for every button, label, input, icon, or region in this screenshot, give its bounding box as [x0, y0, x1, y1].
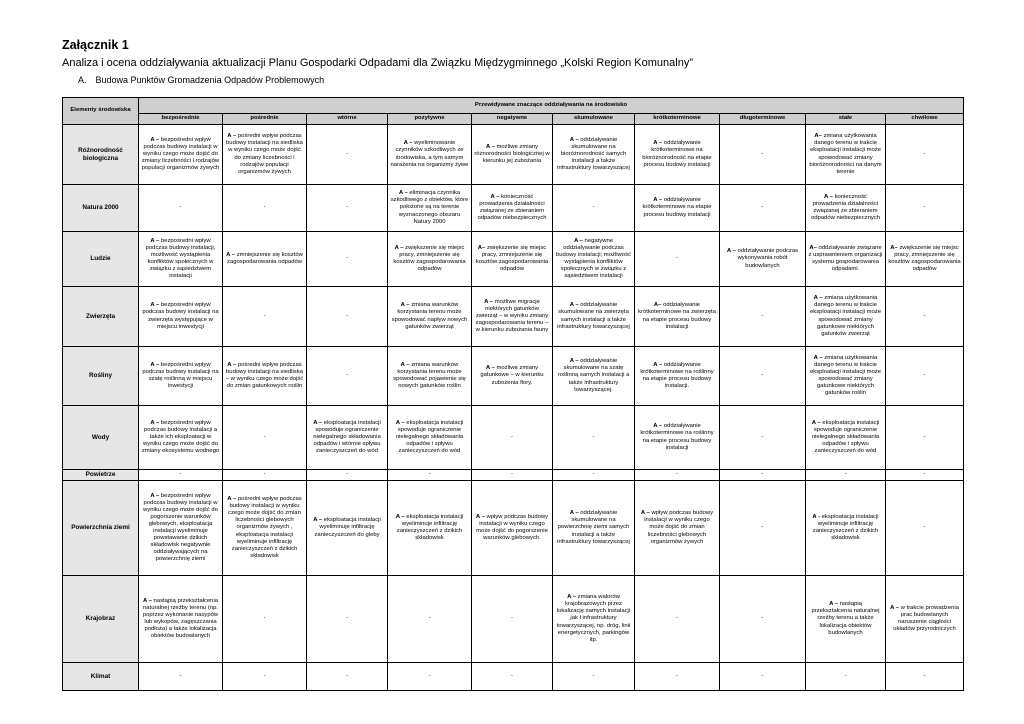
- impact-cell: [806, 185, 886, 232]
- impact-text: -: [511, 672, 513, 679]
- impact-text: możliwe zmiany różnorodności biologicznej w kierunku jej zubożania: [474, 143, 550, 165]
- impact-lead: A –: [475, 513, 485, 520]
- impact-cell: [139, 347, 223, 406]
- impact-cell: [635, 481, 720, 576]
- impact-lead: A –: [227, 361, 237, 368]
- impact-lead: A –: [400, 361, 410, 368]
- impact-cell: [223, 481, 307, 576]
- table-row: [63, 576, 964, 663]
- impact-text: oddziaływanie krótkoterminowe na etapie procesu budowy instalacji: [642, 197, 712, 218]
- impact-lead: A –: [640, 510, 650, 517]
- impact-cell: [886, 232, 964, 287]
- impact-text: oddziaływanie skumulowane na bioróżnorodność samych instalacji a także infrastruktury towarzyszącej: [557, 136, 630, 172]
- column-header: bezpośrednie: [139, 114, 223, 125]
- impact-text: oddziaływanie krótkoterminowe na roślinny na etapie procesu budowy instalacji.: [640, 361, 714, 390]
- impact-cell: [223, 287, 307, 347]
- impact-text: konieczność prowadzenia działalności związanej ze zbieraniem odpadów niebezpiecznych: [810, 193, 881, 222]
- impact-cell: [553, 481, 635, 576]
- impact-cell: [139, 481, 223, 576]
- impact-text: -: [923, 150, 926, 157]
- table-row: [63, 232, 964, 287]
- impact-cell: [307, 663, 388, 691]
- impact-cell: [388, 185, 472, 232]
- impact-lead: A –: [485, 365, 495, 372]
- impact-cell: [388, 481, 472, 576]
- impact-text: -: [923, 372, 926, 379]
- element-label: Natura 2000: [63, 185, 139, 232]
- impact-lead: A –: [394, 244, 404, 251]
- impact-cell: [472, 470, 553, 481]
- column-header: krótkoterminowe: [635, 114, 720, 125]
- impact-cell: [806, 406, 886, 470]
- impact-lead: A –: [227, 133, 237, 140]
- impact-cell: [635, 406, 720, 470]
- impact-cell: [139, 232, 223, 287]
- impact-text: oddziaływanie krótkoterminowe na zwierzęta na etapie procesu budowy instalacji: [638, 302, 716, 330]
- impact-text: zwiększenie się miejsc pracy, zmniejszenie się kosztów zagospodarowania odpadów: [475, 244, 549, 273]
- impact-lead: A –: [227, 496, 237, 503]
- impact-cell: [223, 347, 307, 406]
- impact-cell: [472, 406, 553, 470]
- impact-text: -: [923, 312, 926, 319]
- impact-cell: [720, 576, 806, 663]
- impact-lead: A –: [150, 237, 160, 244]
- impact-text: oddziaływanie krótkoterminowe na bioróżnorodność na etapie procesu budowy instalacji: [642, 140, 712, 168]
- impact-text: oddziaływanie krótkoterminowe na roślinny na etapie procesu budowy instalacji: [640, 423, 714, 451]
- impact-lead: A –: [484, 298, 494, 305]
- element-label: Wody: [63, 406, 139, 470]
- impact-text: eksploatacja instalacji wyeliminuje infiltrację zanieczyszczeń z dzikich składowisk: [396, 513, 464, 542]
- impact-lead: A –: [398, 190, 408, 197]
- impact-lead: A –: [823, 193, 833, 200]
- impact-text: zmiana walorów krajobrazowych przez lokalizację samych instalacji jak i infrastruktury towarzyszącej, np. dróg, linii energetycznych, parkingów itp.: [556, 594, 631, 643]
- impact-text: oddziaływanie podczas wykonywania robót budowlanych: [737, 248, 799, 269]
- impact-lead: A –: [653, 140, 663, 147]
- impact-text: -: [844, 471, 847, 478]
- column-header: wtórne: [307, 114, 388, 125]
- element-label: Zwierzęta: [63, 287, 139, 347]
- impact-lead: A –: [150, 136, 160, 143]
- impact-text: bezpośredni wpływ podczas budowy instalacji a także ich eksploatacji w wyniku czego może dojść do zmiany ekosystemu wodnego: [141, 419, 220, 455]
- table-row: [63, 185, 964, 232]
- impact-cell: [806, 481, 886, 576]
- impact-text: -: [428, 471, 431, 478]
- impact-cell: [886, 663, 964, 691]
- impact-text: -: [676, 615, 678, 622]
- impact-cell: [886, 406, 964, 470]
- impact-text: oddziaływanie związane z usprawnieniem organizacji systemu gospodarowania odpadami.: [808, 244, 883, 273]
- impact-cell: [307, 470, 388, 481]
- impact-cell: [307, 287, 388, 347]
- impact-text: oddziaływanie skumulowane na powierzchnię ziemi samych instalacji a także infrastruktury towarzyszącej: [557, 510, 630, 545]
- impact-cell: [720, 185, 806, 232]
- impact-text: -: [346, 615, 348, 622]
- impact-cell: [223, 406, 307, 470]
- impact-text: pośredni wpływ podczas budowy instalacji w wyniku czego może dojść do zmian liczebności glebowych organizmów żywych , eksploatacja instalacji wyeliminuje infiltrację zanieczyszczeń z dzikich składowisk: [228, 496, 302, 559]
- table-row: [63, 663, 964, 691]
- impact-text: -: [346, 672, 348, 679]
- impact-text: -: [179, 672, 182, 679]
- impact-cell: [139, 470, 223, 481]
- impact-cell: [720, 287, 806, 347]
- impact-cell: [139, 185, 223, 232]
- impact-lead: A –: [569, 302, 579, 309]
- impact-cell: [635, 576, 720, 663]
- impact-text: bezpośredni wpływ podczas budowy instalacji w wyniku czego może dojść do zmiany liczebności i rodzajów populacji organizmów żywych: [141, 136, 220, 172]
- impact-text: -: [761, 471, 764, 478]
- impact-lead: A –: [485, 143, 495, 150]
- impact-cell: [472, 125, 553, 185]
- impact-cell: [388, 470, 472, 481]
- impact-cell: [472, 576, 553, 663]
- impact-cell: [806, 287, 886, 347]
- impact-cell: [553, 125, 635, 185]
- impact-lead: A –: [150, 302, 160, 309]
- impact-text: -: [761, 433, 764, 440]
- impact-text: -: [844, 672, 847, 679]
- impact-cell: [553, 347, 635, 406]
- impact-table: [62, 97, 964, 691]
- impact-lead: A –: [567, 594, 577, 601]
- impact-cell: [720, 347, 806, 406]
- impact-lead: A –: [569, 358, 579, 365]
- impact-cell: [720, 470, 806, 481]
- impact-lead: A–: [477, 244, 486, 251]
- impact-lead: A –: [653, 361, 663, 368]
- impact-lead: A –: [653, 423, 663, 430]
- appendix-title: Załącznik 1: [62, 38, 129, 52]
- column-header: długoterminowe: [720, 114, 806, 125]
- column-header: pośrednie: [223, 114, 307, 125]
- impact-cell: [307, 125, 388, 185]
- impact-text: -: [179, 471, 182, 478]
- impact-lead: A –: [150, 419, 160, 426]
- impact-cell: [307, 347, 388, 406]
- impact-text: wpływ podczas budowy instalacji w wyniku czego może dojść do zmian liczebności glebowych organizmów żywych: [644, 510, 714, 545]
- impact-cell: [388, 347, 472, 406]
- impacts-group-header: Przewidywane znaczące oddziaływania na środowisko: [139, 98, 964, 114]
- impact-cell: [635, 125, 720, 185]
- table-row: [63, 481, 964, 576]
- impact-lead: A –: [395, 419, 405, 426]
- impact-cell: [307, 576, 388, 663]
- column-header: negatywne: [472, 114, 553, 125]
- impact-cell: [223, 232, 307, 287]
- impact-text: -: [263, 312, 266, 319]
- impact-lead: A–: [809, 244, 817, 251]
- impact-text: -: [761, 615, 764, 622]
- impact-cell: [806, 470, 886, 481]
- impact-text: -: [263, 204, 266, 211]
- impact-lead: A –: [653, 197, 663, 204]
- impact-lead: A –: [142, 597, 152, 604]
- impact-text: -: [676, 471, 678, 478]
- impact-text: -: [761, 150, 764, 157]
- impact-text: bezpośredni wpływ podczas budowy instalacji, możliwość wystąpienia konfliktów społecznych w związku z sąsiedztwem instalacji: [145, 237, 216, 280]
- impact-text: -: [263, 471, 266, 478]
- impact-text: -: [511, 615, 513, 622]
- impact-cell: [223, 470, 307, 481]
- impact-text: eliminacja czynnika szkodliwego z obiektów, które położone są na terenie wyznaczonego obszaru Natury 2000: [390, 190, 469, 225]
- impact-cell: [223, 185, 307, 232]
- impact-text: -: [179, 204, 182, 211]
- impact-cell: [720, 232, 806, 287]
- element-label: Różnorodność biologiczna: [63, 125, 139, 185]
- impact-text: -: [346, 150, 348, 157]
- impact-cell: [307, 232, 388, 287]
- section-heading: A. Budowa Punktów Gromadzenia Odpadów Problemowych: [78, 75, 325, 85]
- impact-cell: [635, 663, 720, 691]
- impact-cell: [886, 470, 964, 481]
- table-row: [63, 125, 964, 185]
- impact-cell: [472, 232, 553, 287]
- impact-cell: [720, 481, 806, 576]
- impact-text: -: [263, 433, 266, 440]
- impact-text: -: [346, 471, 348, 478]
- impact-text: -: [592, 433, 595, 440]
- impact-cell: [388, 663, 472, 691]
- impact-text: zmiana użytkowania danego terenu w trakcie eksploatacji instalacji może spowodować zmiany gatunkowe niektórych gatunków zwierząt: [809, 295, 882, 337]
- impact-text: bezpośredni wpływ podczas budowy instalacji w wyniku czego może dojść do pogorszenie warunków glebowych, eksploatacja instalacji wyeliminuje powstawanie dzikich składowisk negatywnie oddziaływających na powierzchnię ziemi: [143, 492, 218, 563]
- impact-text: bezpośredni wpływ podczas budowy instalacji na zwierzęta występujące w miejscu inwestycji: [142, 302, 219, 330]
- impact-cell: [553, 185, 635, 232]
- impact-cell: [806, 663, 886, 691]
- impact-lead: A –: [890, 604, 900, 611]
- impact-text: -: [263, 672, 266, 679]
- impact-cell: [139, 287, 223, 347]
- element-label: Ludzie: [63, 232, 139, 287]
- impact-cell: [720, 406, 806, 470]
- impact-text: nastąpią przekształcenia naturalnej rzeźby terenu a także lokalizacja obiektów budowlanych: [811, 601, 880, 636]
- impact-text: zmiana warunków korzystania terenu może spowodować pojawienie się nowych gatunków roślin: [393, 361, 466, 390]
- impact-cell: [553, 576, 635, 663]
- impact-cell: [635, 185, 720, 232]
- element-label: Rośliny: [63, 347, 139, 406]
- impact-lead: A –: [813, 295, 823, 302]
- impact-text: -: [761, 672, 764, 679]
- impact-text: oddziaływanie skumulowane na zwierzęta samych instalacji a także infrastruktury towarzyszącej: [557, 302, 630, 330]
- impact-lead: A–: [653, 302, 662, 309]
- impact-text: bezpośredni wpływ podczas budowy instalacji na szatę roślinną w miejscu inwestycji: [142, 361, 219, 390]
- impact-lead: A –: [811, 419, 821, 426]
- impact-cell: [635, 347, 720, 406]
- element-label: Powietrze: [63, 470, 139, 481]
- impact-text: -: [346, 372, 348, 379]
- impact-cell: [635, 232, 720, 287]
- impact-text: -: [923, 471, 926, 478]
- impact-cell: [806, 347, 886, 406]
- impact-text: eksploatacja instalacji wyeliminuje infiltrację zanieczyszczeń do gleby: [314, 517, 381, 538]
- impact-lead: A –: [400, 302, 410, 309]
- impact-text: -: [761, 312, 764, 319]
- impact-text: -: [761, 372, 764, 379]
- column-header: pozytywne: [388, 114, 472, 125]
- impact-text: pośredni wpływ podczas budowy instalacji na siedliska – w wyniku czego może dojść do zmian gatunkowych roślin: [225, 361, 304, 390]
- impact-text: wpływ podczas budowy instalacji w wyniku czego może dojść do pogorszenie warunków glebowych.: [476, 513, 549, 542]
- impact-text: zwiększenie się miejsc pracy, zmniejszenie się kosztów zagospodarowania odpadów: [393, 244, 466, 273]
- impact-text: zwiększenie się miejsc pracy, zmniejszenie się kosztów zagospodarowania odpadów: [888, 244, 961, 273]
- impact-cell: [635, 287, 720, 347]
- column-header: stałe: [806, 114, 886, 125]
- impact-lead: A –: [403, 140, 413, 147]
- impact-text: -: [761, 204, 764, 211]
- impact-text: -: [428, 672, 431, 679]
- impact-cell: [388, 232, 472, 287]
- impact-text: -: [923, 672, 926, 679]
- impact-text: możliwe migracje niektórych gatunków zwierząt – w wyniku zmiany zagospodarowania terenu – w kierunku zubożania fauny: [475, 298, 549, 334]
- impact-text: eksploatacja instalacji spowoduje ograniczenie nielegalnego składowania odpadów i spływu zanieczyszczeń do wód: [395, 419, 464, 455]
- impact-cell: [886, 125, 964, 185]
- impact-cell: [223, 663, 307, 691]
- impact-cell: [472, 287, 553, 347]
- impact-cell: [886, 185, 964, 232]
- impact-text: zmniejszenie się kosztów zagospodarowania odpadów: [227, 251, 303, 265]
- impact-cell: [139, 406, 223, 470]
- impact-text: w trakcie prowadzenia prac budowlanych naruszenie ciągłości układów przyrodniczych: [893, 604, 959, 633]
- impact-cell: [388, 125, 472, 185]
- impact-text: -: [676, 255, 678, 262]
- impact-cell: [223, 125, 307, 185]
- impact-lead: A –: [313, 419, 323, 426]
- elements-header: Elementy środowiska: [63, 98, 139, 125]
- impact-cell: [223, 576, 307, 663]
- impact-text: -: [428, 615, 431, 622]
- table-row: [63, 470, 964, 481]
- impact-cell: [388, 576, 472, 663]
- impact-text: -: [592, 471, 595, 478]
- column-header: skumulowane: [553, 114, 635, 125]
- table-row: [63, 347, 964, 406]
- impact-lead: A -: [812, 513, 820, 520]
- impact-text: -: [923, 433, 926, 440]
- impact-lead: A –: [829, 601, 839, 608]
- impact-text: -: [511, 433, 513, 440]
- impact-cell: [886, 287, 964, 347]
- impact-cell: [472, 185, 553, 232]
- impact-cell: [553, 406, 635, 470]
- impact-text: zmiana użytkowania danego terenu w trakcie eksploatacji instalacji może spowodować zmiany bioróżnorodności na danym terenie: [809, 133, 882, 175]
- table-row: [63, 406, 964, 470]
- impact-cell: [806, 125, 886, 185]
- impact-cell: [139, 125, 223, 185]
- impact-cell: [139, 576, 223, 663]
- impact-text: -: [263, 615, 266, 622]
- impact-cell: [720, 125, 806, 185]
- impact-text: konieczność prowadzenia działalności związanej ze zbieraniem odpadów niebezpiecznych: [477, 193, 547, 222]
- impact-cell: [307, 185, 388, 232]
- impact-lead: A–: [814, 133, 822, 140]
- impact-text: -: [346, 255, 348, 262]
- impact-cell: [388, 406, 472, 470]
- impact-lead: A –: [573, 237, 583, 244]
- impact-text: zmiana użytkowania danego terenu w trakcie eksploatacji instalacji może spowodować zmiany gatunkowe niektórych gatunków roślin: [809, 354, 882, 397]
- impact-text: wyeliminowanie czynników szkodliwych ze środowiska, a tym samym narażenia na organizmy żywe: [390, 140, 469, 168]
- impact-cell: [307, 406, 388, 470]
- impact-cell: [472, 481, 553, 576]
- impact-lead: A –: [813, 354, 823, 361]
- impact-text: -: [346, 204, 348, 211]
- impact-lead: A –: [313, 517, 323, 524]
- impact-text: -: [592, 672, 595, 679]
- impact-cell: [472, 663, 553, 691]
- impact-text: eksploatacja instalacji wyeliminuje infiltrację zanieczyszczeń z dzikich składowisk: [812, 513, 879, 542]
- impact-text: możliwe zmiany gatunkowe – w kierunku zubożenia flory.: [480, 365, 544, 386]
- column-header: chwilowe: [886, 114, 964, 125]
- impact-text: -: [923, 524, 926, 531]
- impact-cell: [553, 287, 635, 347]
- table-row: [63, 287, 964, 347]
- impact-text: -: [923, 204, 926, 211]
- impact-cell: [635, 470, 720, 481]
- impact-text: -: [511, 471, 513, 478]
- impact-cell: [553, 470, 635, 481]
- impact-cell: [139, 663, 223, 691]
- impact-text: oddziaływanie skumulowane na szatę roślinną samych instalacji a także infrastruktury towarzyszącej.: [557, 358, 630, 393]
- impact-text: -: [346, 312, 348, 319]
- impact-lead: A –: [569, 510, 579, 517]
- impact-lead: A –: [150, 492, 160, 499]
- impact-lead: A –: [395, 513, 405, 520]
- impact-text: negatywne oddziaływanie podczas budowy instalacji; możliwość wystąpienia konfliktów społecznych w związku z sąsiedztwem instalacji: [556, 237, 631, 280]
- impact-text: pośredni wpływ podczas budowy instalacji na siedliska w wyniku czego może dojść do zmiany liczebności i rodzajów populacji organizmów żywych: [226, 133, 303, 175]
- element-label: Klimat: [63, 663, 139, 691]
- impact-lead: A –: [726, 248, 736, 255]
- impact-text: eksploatacja instalacji spowoduje ograniczenie nielegalnego składowania odpadów i wtórnie spływu zanieczyszczeń do wód: [313, 419, 381, 455]
- impact-cell: [886, 481, 964, 576]
- impact-text: nastąpią przekształcenia naturalnej rzeźby terenu (np. poprzez wykonanie nasypów lub wykopów, zagęszczania podłoża) a także lokalizacja obiektów budowlanych: [142, 597, 219, 640]
- impact-text: -: [592, 204, 595, 211]
- impact-cell: [886, 576, 964, 663]
- impact-cell: [886, 347, 964, 406]
- impact-cell: [388, 287, 472, 347]
- impact-cell: [806, 232, 886, 287]
- impact-text: eksploatacja instalacji spowoduje ograniczenie nielegalnego składowania odpadów i spływu zanieczyszczeń do wód: [811, 419, 880, 455]
- impact-cell: [472, 347, 553, 406]
- impact-cell: [806, 576, 886, 663]
- document-subtitle: Analiza i ocena oddziaływania aktualizacji Planu Gospodarki Odpadami dla Związku Międzygminnego „Kolski Region Komunalny”: [62, 57, 693, 69]
- impact-cell: [553, 232, 635, 287]
- element-label: Powierzchnia ziemi: [63, 481, 139, 576]
- impact-lead: A –: [569, 136, 579, 143]
- element-label: Krajobraz: [63, 576, 139, 663]
- impact-lead: A –: [150, 361, 160, 368]
- impact-lead: A –: [226, 251, 236, 258]
- impact-cell: [307, 481, 388, 576]
- impact-lead: A–: [890, 244, 898, 251]
- impact-text: -: [676, 672, 678, 679]
- impact-cell: [553, 663, 635, 691]
- impact-text: -: [761, 524, 764, 531]
- impact-cell: [720, 663, 806, 691]
- impact-lead: A –: [490, 193, 500, 200]
- impact-text: zmiana warunków korzystania terenu może spowodować napływ nowych gatunków zwierząt: [391, 302, 468, 330]
